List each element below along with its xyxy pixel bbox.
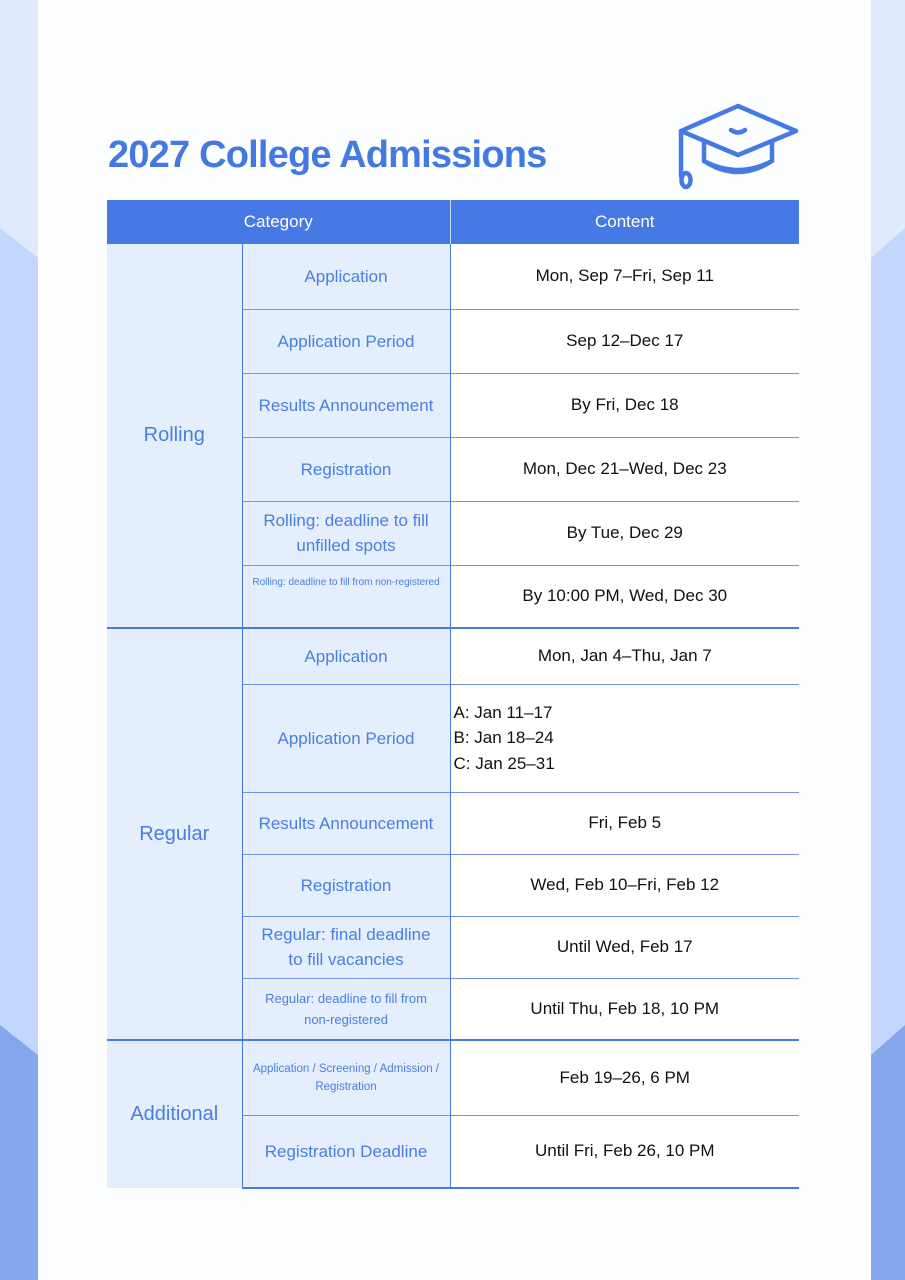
row-value-multiline [450,684,799,792]
admissions-schedule-table [107,200,799,1189]
row-label: Registration Deadline [242,1115,450,1188]
row-label: Application Period [242,684,450,792]
table-row [107,1040,799,1115]
row-label: Application Period [242,309,450,373]
row-value: Feb 19–26, 6 PM [450,1040,799,1115]
row-value: Wed, Feb 10–Fri, Feb 12 [450,854,799,916]
row-value: Until Fri, Feb 26, 10 PM [450,1115,799,1188]
row-label: Regular: deadline to fill from non-registered [242,978,450,1040]
row-label: Results Announcement [242,373,450,437]
row-label: Rolling: deadline to fill from non-registered [242,565,450,628]
table-header-row [107,200,799,244]
row-label: Application [242,244,450,309]
row-label: Registration [242,854,450,916]
period-c: C: Jan 25–31 [453,753,555,773]
period-b: B: Jan 18–24 [453,728,554,748]
header-category: Category [107,200,450,244]
row-value: Mon, Sep 7–Fri, Sep 11 [450,244,799,309]
row-label: Application / Screening / Admission / Registration [242,1040,450,1115]
row-value: By 10:00 PM, Wed, Dec 30 [450,565,799,628]
category-rolling: Rolling [107,244,242,628]
row-label: Application [242,628,450,684]
row-value: Until Wed, Feb 17 [450,916,799,978]
row-value: Mon, Jan 4–Thu, Jan 7 [450,628,799,684]
right-background-strip [871,0,905,1280]
table-row [107,244,799,309]
row-value: Until Thu, Feb 18, 10 PM [450,978,799,1040]
row-label: Rolling: deadline to fill unfilled spots [242,501,450,565]
row-value: By Tue, Dec 29 [450,501,799,565]
left-background-strip [0,0,38,1280]
row-value: By Fri, Dec 18 [450,373,799,437]
row-label: Results Announcement [242,792,450,854]
page-title: 2027 College Admissions [108,134,547,176]
table-row [107,628,799,684]
row-value: Sep 12–Dec 17 [450,309,799,373]
row-value: Mon, Dec 21–Wed, Dec 23 [450,437,799,501]
row-label: Regular: final deadline to fill vacancies [242,916,450,978]
graduation-cap-icon [676,100,802,192]
category-regular: Regular [107,628,242,1040]
period-a: A: Jan 11–17 [453,702,553,722]
category-additional: Additional [107,1040,242,1188]
header-content: Content [450,200,799,244]
row-value: Fri, Feb 5 [450,792,799,854]
row-label: Registration [242,437,450,501]
